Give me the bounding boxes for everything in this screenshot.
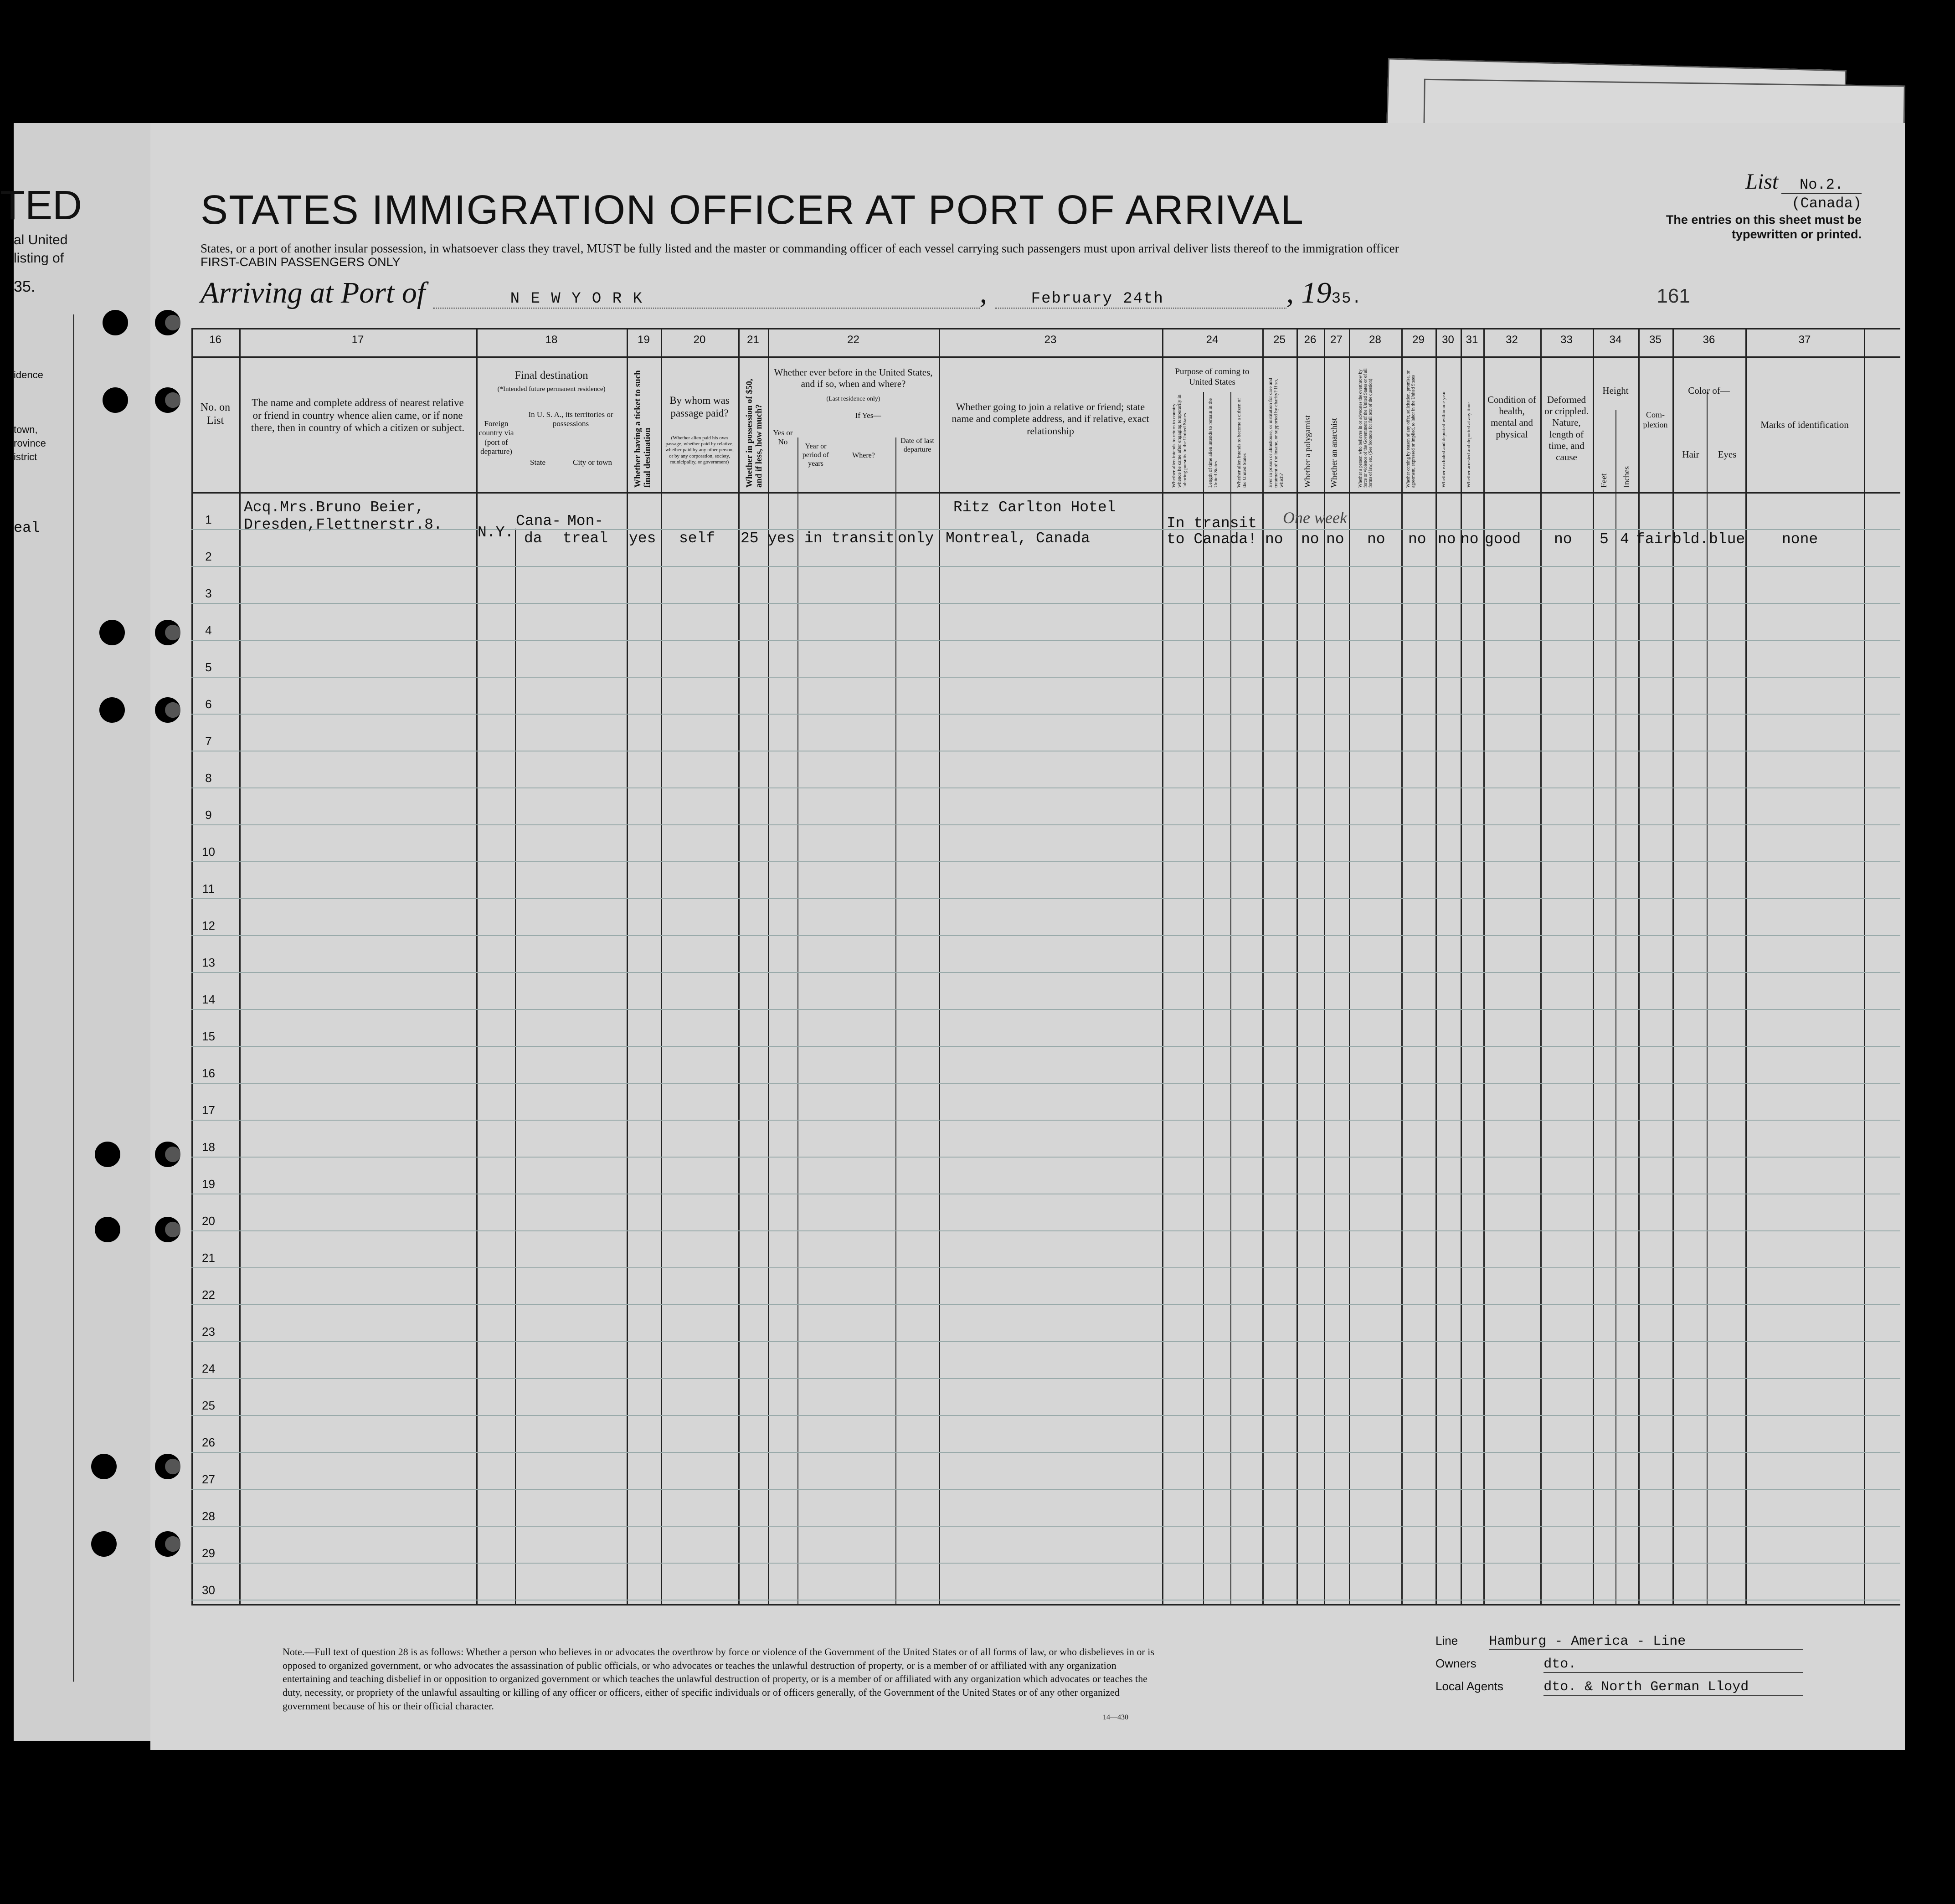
col-number: 26: [1304, 334, 1317, 346]
row-number: 4: [205, 623, 212, 637]
col-number: 20: [693, 334, 706, 346]
list-label: List: [1745, 170, 1779, 194]
row-rule: [191, 1341, 1900, 1342]
row-number: 12: [202, 919, 215, 932]
punch-hole: [155, 1531, 180, 1557]
header-in-usa: In U. S. A., its territories or possessions: [528, 410, 613, 428]
header-if-yes: If Yes—: [855, 411, 881, 420]
row-rule: [191, 677, 1900, 678]
header-inches: Inches: [1622, 466, 1631, 488]
row-number: 23: [202, 1325, 215, 1338]
row-number: 25: [202, 1399, 215, 1412]
before-date: only: [898, 530, 934, 547]
punch-hole: [95, 1142, 120, 1167]
row-number: 24: [202, 1362, 215, 1375]
row-rule: [191, 1046, 1900, 1047]
header-date-departure: Date of last departure: [900, 437, 934, 454]
port-value: N E W Y O R K: [433, 290, 980, 309]
row-number: 5: [205, 660, 212, 674]
row-rule: [191, 1378, 1900, 1379]
deformed-value: no: [1554, 531, 1572, 548]
row-number: 29: [202, 1546, 215, 1560]
header-complexion: Com-plexion: [1643, 410, 1668, 429]
col-number: 36: [1703, 334, 1715, 346]
left-title: TED: [0, 183, 82, 228]
col-number: 17: [351, 334, 364, 346]
row-number: 8: [205, 771, 212, 785]
row-number: 6: [205, 697, 212, 711]
row-number: 14: [202, 993, 215, 1006]
left-col-line: istrict: [14, 451, 37, 463]
row-rule: [191, 1157, 1900, 1158]
row-number: 11: [202, 882, 215, 895]
header-list-no: No. on List: [200, 401, 231, 427]
row-rule: [191, 1452, 1900, 1453]
row-number: 28: [202, 1509, 215, 1523]
prison-value: no: [1265, 531, 1283, 548]
col-number: 27: [1330, 334, 1343, 346]
complexion-value: fair: [1636, 531, 1672, 548]
header-city: City or town: [573, 458, 612, 467]
row-rule: [191, 972, 1900, 973]
row-number: 20: [202, 1214, 215, 1228]
foreign-port: N.Y.: [478, 524, 514, 541]
row-number: 1: [205, 513, 212, 526]
anarchist-value: no: [1326, 531, 1344, 548]
header-health: Condition of health, mental and physical: [1487, 394, 1536, 440]
left-col-line: rovince: [14, 437, 46, 449]
owners-value: dto.: [1543, 1657, 1803, 1673]
row-rule: [191, 603, 1900, 604]
page-number: 161: [1657, 285, 1690, 307]
row-rule: [191, 1009, 1900, 1010]
col-number: 33: [1560, 334, 1573, 346]
join-address: Ritz Carlton Hotel: [953, 499, 1116, 516]
header-passage: By whom was passage paid?: [669, 395, 730, 419]
ticket-value: yes: [629, 530, 656, 547]
line-field: [1435, 1634, 1803, 1650]
col-number: 23: [1044, 334, 1057, 346]
header-join: Whether going to join a relative or friend; state name and complete address, and if relative, exact relationship: [952, 401, 1149, 437]
row-rule: [191, 640, 1900, 641]
col-number: 31: [1466, 334, 1478, 346]
hair-value: bld.: [1672, 531, 1709, 548]
punch-hole: [103, 387, 128, 413]
punch-hole: [103, 310, 128, 335]
year-suffix: 35.: [1331, 290, 1362, 308]
header-yes-no: Yes or No: [773, 428, 793, 447]
row-rule: [191, 861, 1900, 862]
header-question-28: Whether a person who believes in or advocates the overthrow by force or violence of the Government of the United States or of all forms of law, etc. (See footnote for full text of the question): [1358, 368, 1373, 488]
header-purpose-citizen: Whether alien intends to become a citizen of the United States: [1236, 398, 1248, 488]
header-state: State: [530, 458, 545, 467]
left-line: 35.: [14, 278, 36, 295]
dest-city: Mon-: [567, 513, 604, 530]
col-number: 32: [1506, 334, 1518, 346]
col-number: 16: [209, 334, 221, 346]
line-value: Hamburg - America - Line: [1489, 1634, 1803, 1650]
punch-hole: [155, 620, 180, 645]
header-foreign-country: Foreign country via (port of departure): [478, 419, 514, 456]
punch-hole: [99, 620, 125, 645]
height-inches: 4: [1620, 531, 1629, 548]
col-number: 24: [1206, 334, 1219, 346]
header-arrested: Whether arrested and deported at any time: [1466, 402, 1471, 488]
header-excluded: Whether excluded and deported within one year: [1441, 391, 1446, 488]
header-purpose-return: Whether alien intends to return to country whence he came after engaging temporarily in laboring pursuits in the United States: [1171, 394, 1188, 488]
date-value: February 24th: [995, 290, 1286, 309]
header-before-sub: (Last residence only): [826, 396, 880, 402]
col-number: 34: [1609, 334, 1622, 346]
question-28-value: no: [1367, 531, 1385, 548]
purpose-value: In transit: [1167, 515, 1257, 532]
stay-handwritten: One week: [1283, 509, 1347, 527]
punch-hole: [155, 1217, 180, 1242]
polygamist-value: no: [1301, 531, 1319, 548]
punch-hole: [155, 310, 180, 335]
header-polygamist: Whether a polygamist: [1303, 415, 1312, 488]
row-number: 9: [205, 808, 212, 822]
punch-hole: [155, 697, 180, 723]
agents-field: [1435, 1679, 1803, 1696]
row-number: 15: [202, 1029, 215, 1043]
left-entry: eal: [14, 520, 40, 536]
row-rule: [191, 824, 1900, 825]
header-height: Height: [1602, 385, 1629, 396]
header-before: Whether ever before in the United States, and if so, when and where?: [774, 367, 933, 390]
left-line: al United: [14, 232, 68, 247]
arrival-line: Arriving at Port of N E W Y O R K , February 24th , 1935. 161: [201, 276, 1690, 309]
header-relative: The name and complete address of nearest relative or friend in country whence alien came, or if none there, then in country of which a citizen or subject.: [251, 397, 465, 434]
row-number: 10: [202, 845, 215, 859]
cabin-class: FIRST-CABIN PASSENGERS ONLY: [201, 255, 401, 269]
form-subtitle: States, or a port of another insular possession, in whatsoever class they travel, MUST be fully listed and the master or commanding officer of each vessel carrying such passengers must upon arrival deliver lists thereof to the immigration officer: [201, 242, 1399, 255]
height-feet: 5: [1600, 531, 1609, 548]
row-number: 16: [202, 1066, 215, 1080]
dest-state: Cana-: [516, 513, 561, 530]
punch-hole: [99, 697, 125, 723]
header-eyes: Eyes: [1718, 449, 1737, 460]
header-purpose-length: Length of time alien intends to remain in the United States: [1208, 398, 1219, 488]
row-rule: [191, 787, 1900, 788]
col-number: 22: [847, 334, 859, 346]
row-number: 18: [202, 1140, 215, 1154]
money-value: 25: [741, 530, 759, 547]
header-money: Whether in possession of $50, and if less, how much?: [745, 379, 764, 488]
marks-value: none: [1782, 531, 1818, 548]
punch-hole: [155, 1454, 180, 1479]
row-rule: [191, 1230, 1900, 1231]
owners-label: Owners: [1435, 1657, 1477, 1670]
header-year: Year or period of years: [802, 443, 829, 468]
row-rule: [191, 1083, 1900, 1084]
punch-hole: [91, 1531, 117, 1557]
owners-field: [1435, 1657, 1803, 1673]
list-note: The entries on this sheet must be typewritten or printed.: [1666, 212, 1862, 242]
dest-city: treal: [563, 530, 608, 547]
header-where: Where?: [852, 452, 875, 459]
row-number: 19: [202, 1177, 215, 1191]
relative-address: Dresden,Flettnerstr.8.: [244, 516, 442, 533]
relative-name: Acq.Mrs.Bruno Beier,: [244, 499, 425, 516]
list-number-box: [1643, 169, 1862, 242]
header-feet: Feet: [1599, 473, 1608, 488]
dest-state: da: [524, 530, 542, 547]
row-rule: [191, 1120, 1900, 1121]
header-anarchist: Whether an anarchist: [1329, 418, 1338, 488]
list-number: No.2.: [1781, 176, 1862, 194]
list-country: (Canada): [1791, 195, 1862, 212]
header-final-destination-sub: (*Intended future permanent residence): [497, 386, 606, 393]
manifest-table: [191, 328, 1900, 1604]
row-number: 17: [202, 1103, 215, 1117]
before-value: yes: [768, 530, 795, 547]
row-number: 30: [202, 1583, 215, 1597]
col-number: 25: [1273, 334, 1286, 346]
row-rule: [191, 1267, 1900, 1268]
col-number: 35: [1649, 334, 1662, 346]
row-rule: [191, 1304, 1900, 1305]
row-number: 2: [205, 550, 212, 563]
header-passage-sub: (Whether alien paid his own passage, whether paid by relative, whether paid by any other person, or by any corporation, society, municipality, or government): [665, 435, 734, 465]
header-final-destination: Final destination: [514, 370, 588, 381]
row-number: 26: [202, 1436, 215, 1449]
header-deformed: Deformed or crippled. Nature, length of time, and cause: [1544, 394, 1589, 463]
row-number: 22: [202, 1288, 215, 1302]
row-number: 27: [202, 1472, 215, 1486]
header-ticket: Whether having a ticket to such final destination: [633, 370, 652, 488]
col-number: 37: [1798, 334, 1811, 346]
row-rule: [191, 566, 1900, 567]
excluded-value: no: [1438, 531, 1456, 548]
arrested-value: no: [1461, 531, 1479, 548]
line-label: Line: [1435, 1634, 1458, 1647]
agents-value: dto. & North German Lloyd: [1543, 1679, 1803, 1696]
header-prison: Ever in prison or almshouse, or institution for care and treatment of the insane, or supported by charity? If so, which?: [1268, 378, 1285, 488]
header-purpose: Purpose of coming to United States: [1175, 367, 1250, 387]
agents-label: Local Agents: [1435, 1679, 1503, 1693]
punch-hole: [155, 1142, 180, 1167]
left-col-line: idence: [14, 369, 43, 381]
join-address: Montreal, Canada: [946, 530, 1090, 547]
labor-offer-value: no: [1408, 531, 1426, 548]
row-rule: [191, 1526, 1900, 1527]
form-number: 14—430: [1103, 1714, 1128, 1721]
col-number: 19: [638, 334, 650, 346]
punch-hole: [91, 1454, 117, 1479]
footnote: Note.—Full text of question 28 is as follows: Whether a person who believes in or advocates the overthrow by force or violence of the Government of the United States or of all forms of law, or who disbelieves in or is opposed to organized government, or who advocates the assassination of public officials, or who advocates or teaches the unlawful destruction of property, or is a member of or affiliated with any organization entertaining and teaching disbelief in or opposition to organized government or which teaches the unlawful destruction of property, or is a member of or affiliated with any organization which advocates or teaches the duty, necessity, or propriety of the unlawful assaulting or killing of any officer or officers, either of specific individuals or of officers generally, of the Government of the United States or of any other organized government because of his or their official character.: [283, 1646, 1154, 1712]
purpose-value: to Canada!: [1167, 531, 1257, 548]
col-number: 30: [1442, 334, 1454, 346]
row-number: 3: [205, 587, 212, 600]
col-number: 18: [545, 334, 558, 346]
left-col-line: town,: [14, 424, 38, 435]
row-number: 21: [202, 1251, 215, 1265]
paid-by-value: self: [679, 530, 715, 547]
punch-hole: [155, 387, 180, 413]
row-number: 7: [205, 734, 212, 748]
header-labor-offer: Whether coming by reason of any offer, solicitation, promise, or agreement, expressed or implied, to labor in the United States: [1406, 370, 1416, 488]
row-rule: [191, 898, 1900, 899]
health-value: good: [1485, 531, 1521, 548]
row-rule: [191, 1415, 1900, 1416]
before-where: in transit: [804, 530, 895, 547]
col-number: 29: [1412, 334, 1425, 346]
form-title: STATES IMMIGRATION OFFICER AT PORT OF ARRIVAL: [201, 187, 1304, 233]
header-hair: Hair: [1682, 449, 1699, 460]
col-number: 21: [747, 334, 759, 346]
row-rule: [191, 1563, 1900, 1564]
year-prefix: 19: [1301, 276, 1332, 309]
header-color: Color of—: [1688, 385, 1730, 396]
left-line: listing of: [14, 251, 64, 266]
punch-hole: [95, 1217, 120, 1242]
row-rule: [191, 1489, 1900, 1490]
eyes-value: blue: [1709, 531, 1745, 548]
row-rule: [191, 714, 1900, 715]
row-rule: [191, 935, 1900, 936]
header-marks: Marks of identification: [1760, 419, 1849, 430]
row-number: 13: [202, 956, 215, 969]
arriving-label: Arriving at Port of: [201, 276, 426, 309]
col-number: 28: [1369, 334, 1381, 346]
